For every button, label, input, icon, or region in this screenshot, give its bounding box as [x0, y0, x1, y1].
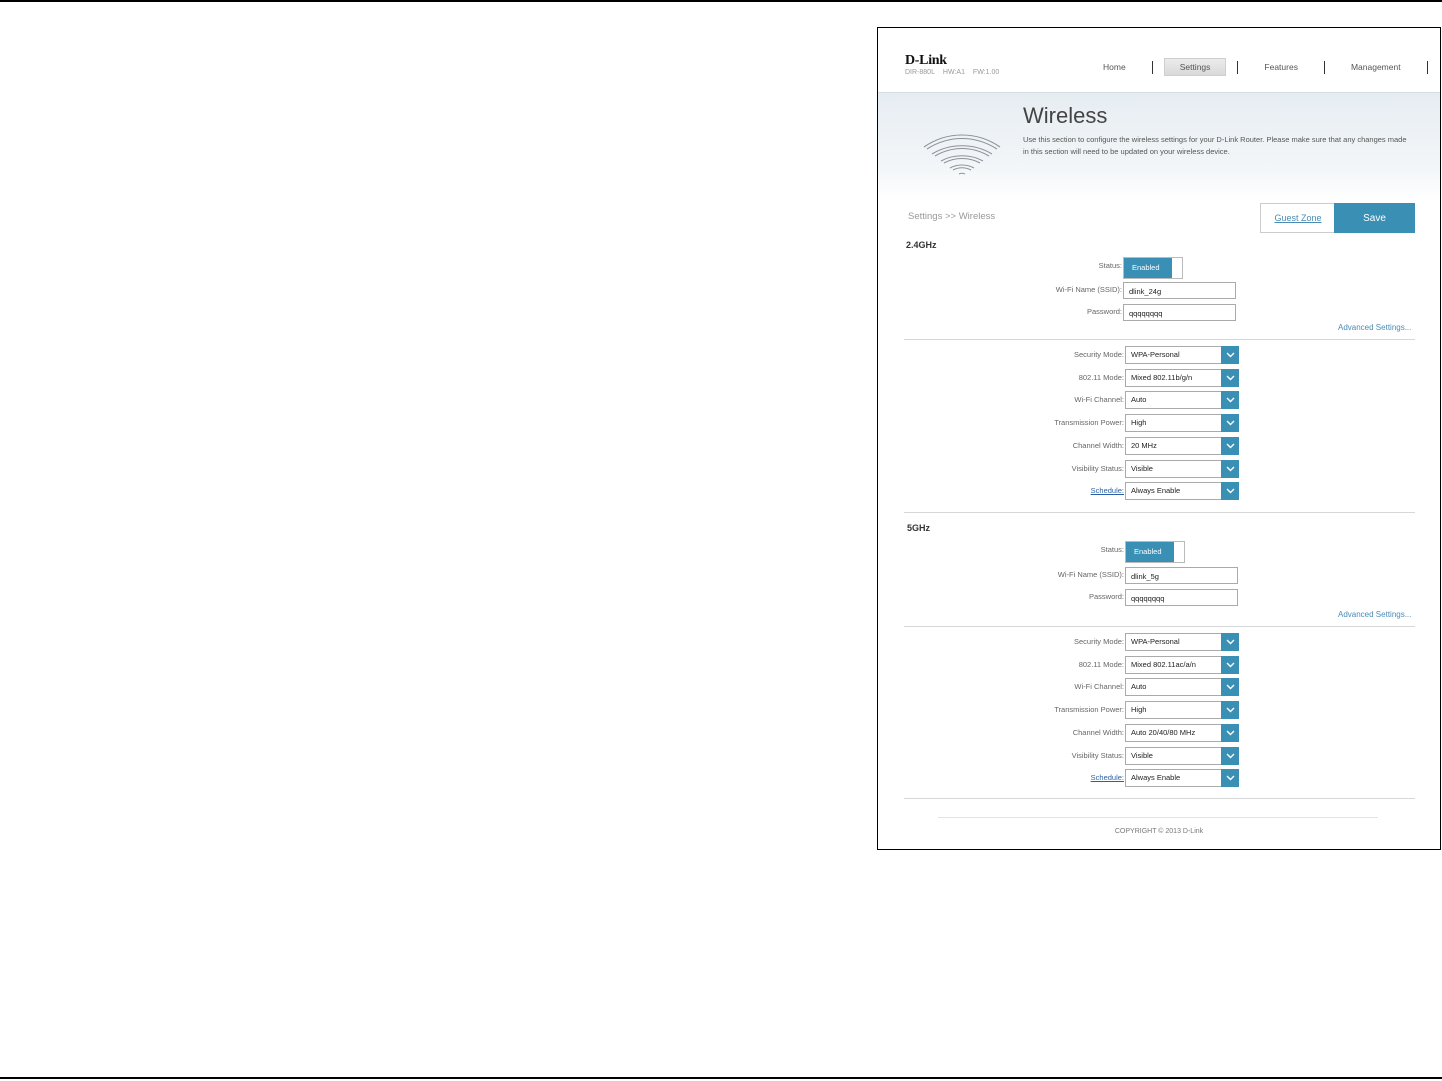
dropdown-value: Auto [1131, 395, 1147, 405]
field-label: Visibility Status: [1071, 463, 1124, 473]
field-label: Wi-Fi Channel: [1074, 395, 1124, 405]
field-label: Visibility Status: [1071, 750, 1124, 760]
chevron-down-icon[interactable] [1221, 346, 1239, 364]
dropdown-value: Visible [1131, 463, 1153, 473]
band5-dropdown[interactable] [1125, 724, 1239, 742]
band24-field-row [878, 391, 1440, 409]
chevron-down-icon[interactable] [1221, 678, 1239, 696]
band5-dropdown[interactable] [1125, 633, 1239, 651]
page-title: Wireless [1023, 103, 1108, 128]
model-name: DIR-880L [905, 69, 935, 76]
status-toggle-24ghz[interactable] [1123, 257, 1183, 279]
field-label: Channel Width: [1072, 440, 1124, 450]
chevron-down-icon[interactable] [1221, 482, 1239, 500]
wifi-icon [922, 129, 1002, 179]
schedule-link[interactable]: Schedule: [1090, 773, 1124, 783]
dropdown-value: Always Enable [1131, 486, 1181, 496]
band24-dropdown[interactable] [1125, 391, 1239, 409]
dropdown-value: Visible [1131, 750, 1153, 760]
top-nav [1088, 58, 1439, 76]
dropdown-value: 20 MHz [1131, 440, 1157, 450]
dropdown-value: Mixed 802.11b/g/n [1131, 372, 1193, 382]
nav-divider [1237, 61, 1238, 74]
nav-home[interactable]: Home [1103, 62, 1126, 72]
password-row-24 [878, 303, 1440, 321]
chevron-down-icon[interactable] [1221, 369, 1239, 387]
dropdown-value: Auto [1131, 682, 1147, 692]
toggle-state: Enabled [1124, 258, 1172, 278]
band5-field-row [878, 701, 1440, 719]
band5-field-row [878, 656, 1440, 674]
ssid-row-5 [878, 566, 1440, 584]
page-description: Use this section to configure the wireless settings for your D-Link Router. Please make sure that any changes made in this section will need to be updated on your wireless device. [1023, 135, 1407, 156]
nav-divider [1152, 61, 1153, 74]
nav-management[interactable]: Management [1350, 62, 1401, 72]
advanced-settings-link-5ghz[interactable]: Advanced Settings... [1338, 610, 1412, 619]
band24-dropdown[interactable] [1125, 482, 1239, 500]
field-label: Wi-Fi Channel: [1074, 682, 1124, 692]
band24-dropdown[interactable] [1125, 437, 1239, 455]
footer-divider [938, 817, 1378, 818]
dropdown-value: High [1131, 418, 1147, 428]
band5-dropdown[interactable] [1125, 747, 1239, 765]
band5-field-row [878, 724, 1440, 742]
band24-field-row [878, 460, 1440, 478]
breadcrumb: Settings >> Wireless [908, 211, 996, 222]
dropdown-value: WPA-Personal [1131, 350, 1180, 359]
ssid-input-5ghz[interactable]: dlink_5g [1125, 567, 1238, 584]
page-banner [878, 92, 1440, 201]
status-row-5 [878, 541, 1440, 559]
dropdown-value: Auto 20/40/80 MHz [1131, 727, 1196, 737]
chevron-down-icon[interactable] [1221, 701, 1239, 719]
section-divider [904, 626, 1415, 627]
schedule-link[interactable]: Schedule: [1090, 486, 1124, 496]
band24-field-row [878, 369, 1440, 387]
hw-version: HW:A1 [942, 69, 965, 76]
dropdown-value: Mixed 802.11ac/a/n [1131, 659, 1196, 669]
router-settings-window [877, 27, 1441, 850]
page-top-rule [0, 0, 1442, 2]
status-toggle-5ghz[interactable] [1125, 541, 1185, 563]
ssid-row-24 [878, 281, 1440, 299]
dlink-logo: D-Link [905, 53, 947, 68]
advanced-settings-link-24ghz[interactable]: Advanced Settings... [1338, 323, 1412, 332]
password-input-5ghz[interactable]: qqqqqqqq [1125, 589, 1238, 606]
section-divider [904, 798, 1415, 799]
chevron-down-icon[interactable] [1221, 633, 1239, 651]
band5-dropdown[interactable] [1125, 656, 1239, 674]
section-divider [904, 512, 1415, 513]
fw-version: FW:1.00 [972, 69, 1000, 76]
device-info [905, 69, 1005, 76]
band5-field-row [878, 633, 1440, 651]
dropdown-value: WPA-Personal [1131, 637, 1180, 646]
nav-settings[interactable]: Settings [1164, 58, 1227, 76]
nav-divider [1427, 61, 1428, 74]
chevron-down-icon[interactable] [1221, 724, 1239, 742]
dropdown-value: Always Enable [1131, 773, 1181, 783]
section-divider [904, 339, 1415, 340]
guest-zone-link[interactable]: Guest Zone [1260, 203, 1335, 233]
chevron-down-icon[interactable] [1221, 391, 1239, 409]
field-label: 802.11 Mode: [1078, 659, 1124, 669]
field-label: 802.11 Mode: [1078, 372, 1124, 382]
nav-features[interactable]: Features [1264, 62, 1298, 72]
page-bottom-rule [0, 1077, 1442, 1079]
band24-field-row [878, 437, 1440, 455]
field-label: Security Mode: [1073, 350, 1124, 359]
status-row-24 [878, 257, 1440, 275]
password-label: Password: [1088, 592, 1124, 601]
field-label: Channel Width: [1072, 727, 1124, 737]
password-input-24ghz[interactable]: qqqqqqqq [1123, 304, 1236, 321]
section-title-24ghz: 2.4GHz [906, 240, 937, 250]
band5-field-row [878, 747, 1440, 765]
band24-field-row [878, 346, 1440, 364]
band24-dropdown[interactable] [1125, 460, 1239, 478]
password-row-5 [878, 588, 1440, 606]
band5-field-row [878, 678, 1440, 696]
chevron-down-icon[interactable] [1221, 437, 1239, 455]
field-label: Security Mode: [1073, 637, 1124, 646]
save-button[interactable]: Save [1334, 203, 1415, 233]
band24-dropdown[interactable] [1125, 414, 1239, 432]
field-label: Transmission Power: [1054, 705, 1124, 715]
band5-field-row [878, 769, 1440, 787]
chevron-down-icon[interactable] [1221, 747, 1239, 765]
status-label: Status: [1100, 545, 1124, 554]
band24-dropdown[interactable] [1125, 369, 1239, 387]
chevron-down-icon[interactable] [1221, 460, 1239, 478]
dropdown-value: High [1131, 705, 1147, 715]
chevron-down-icon[interactable] [1221, 769, 1239, 787]
band24-field-row [878, 414, 1440, 432]
toggle-state: Enabled [1126, 542, 1174, 562]
section-title-5ghz: 5GHz [907, 523, 931, 533]
status-label: Status: [1098, 261, 1122, 270]
ssid-label: Wi-Fi Name (SSID): [1057, 570, 1124, 579]
ssid-input-24ghz[interactable]: dlink_24g [1123, 282, 1236, 299]
copyright-text: COPYRIGHT © 2013 D-Link [1114, 828, 1204, 835]
chevron-down-icon[interactable] [1221, 656, 1239, 674]
band5-dropdown[interactable] [1125, 678, 1239, 696]
chevron-down-icon[interactable] [1221, 414, 1239, 432]
field-label: Transmission Power: [1054, 418, 1124, 428]
ssid-label: Wi-Fi Name (SSID): [1055, 285, 1122, 294]
band5-dropdown[interactable] [1125, 769, 1239, 787]
nav-divider [1324, 61, 1325, 74]
password-label: Password: [1086, 307, 1122, 316]
band5-dropdown[interactable] [1125, 701, 1239, 719]
band24-field-row [878, 482, 1440, 500]
band24-dropdown[interactable] [1125, 346, 1239, 364]
